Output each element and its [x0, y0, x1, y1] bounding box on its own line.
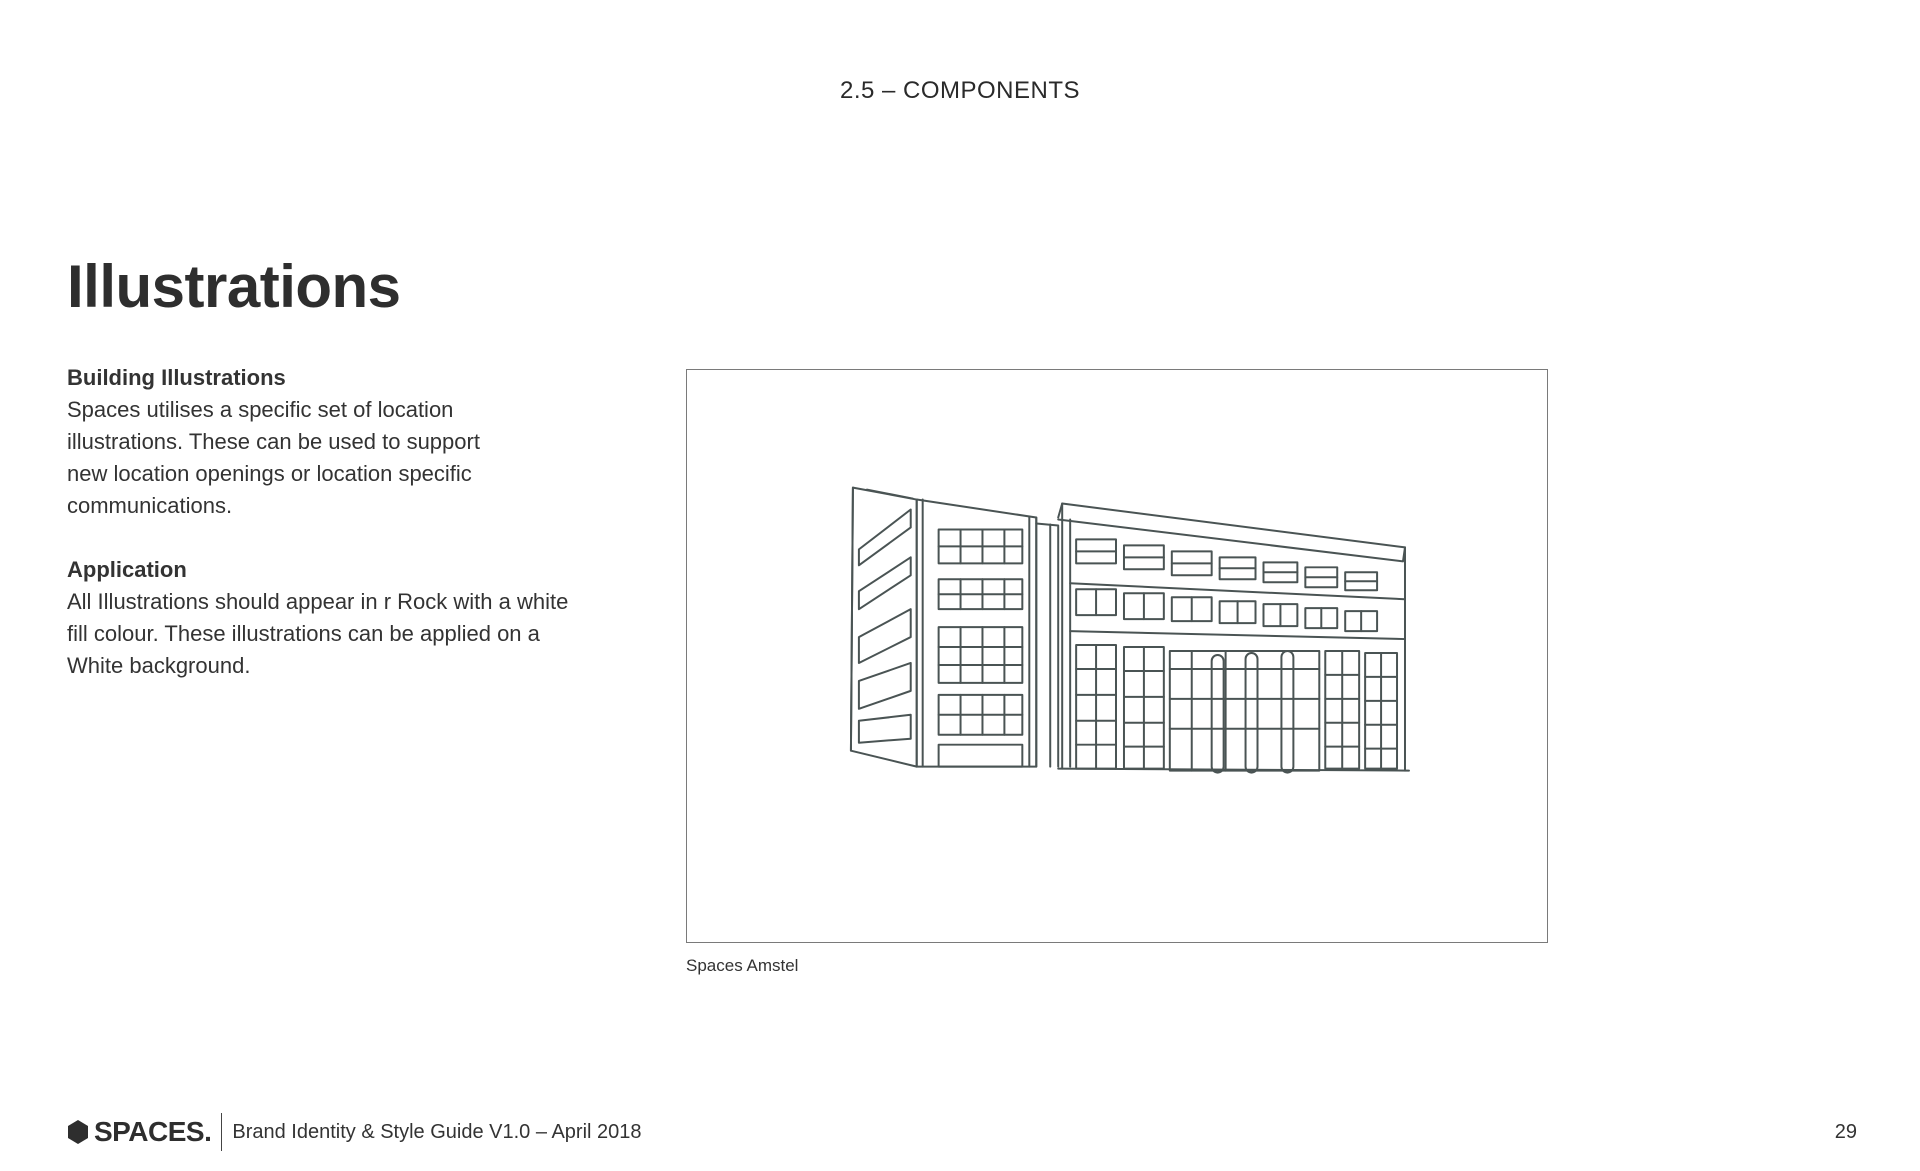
- page-number: 29: [1834, 1121, 1857, 1143]
- illustration-frame: [686, 369, 1548, 943]
- spaces-logo: [67, 1112, 211, 1152]
- text-column: [67, 362, 627, 714]
- logo-text: SPACES.: [94, 1116, 212, 1147]
- footer: [67, 1112, 642, 1152]
- page-title: Illustrations: [67, 253, 401, 320]
- block-body: Spaces utilises a specific set of location illustrations. These can be used to support new location openings or location specific communications.: [67, 397, 480, 518]
- hexagon-icon: [67, 1119, 89, 1145]
- application-block: [67, 554, 627, 682]
- block-heading: Building Illustrations: [67, 365, 286, 390]
- footer-divider: [221, 1113, 222, 1151]
- block-heading: Application: [67, 557, 187, 582]
- section-header: 2.5 – COMPONENTS: [839, 77, 1081, 104]
- building-illustration: [687, 370, 1547, 942]
- footer-guide-text: Brand Identity & Style Guide V1.0 – April 2018: [232, 1120, 642, 1143]
- figure-caption: Spaces Amstel: [686, 956, 799, 975]
- block-body: All Illustrations should appear in r Rock with a white fill colour. These illustrations can be applied on a White background.: [67, 589, 569, 678]
- building-illustrations-block: [67, 362, 627, 522]
